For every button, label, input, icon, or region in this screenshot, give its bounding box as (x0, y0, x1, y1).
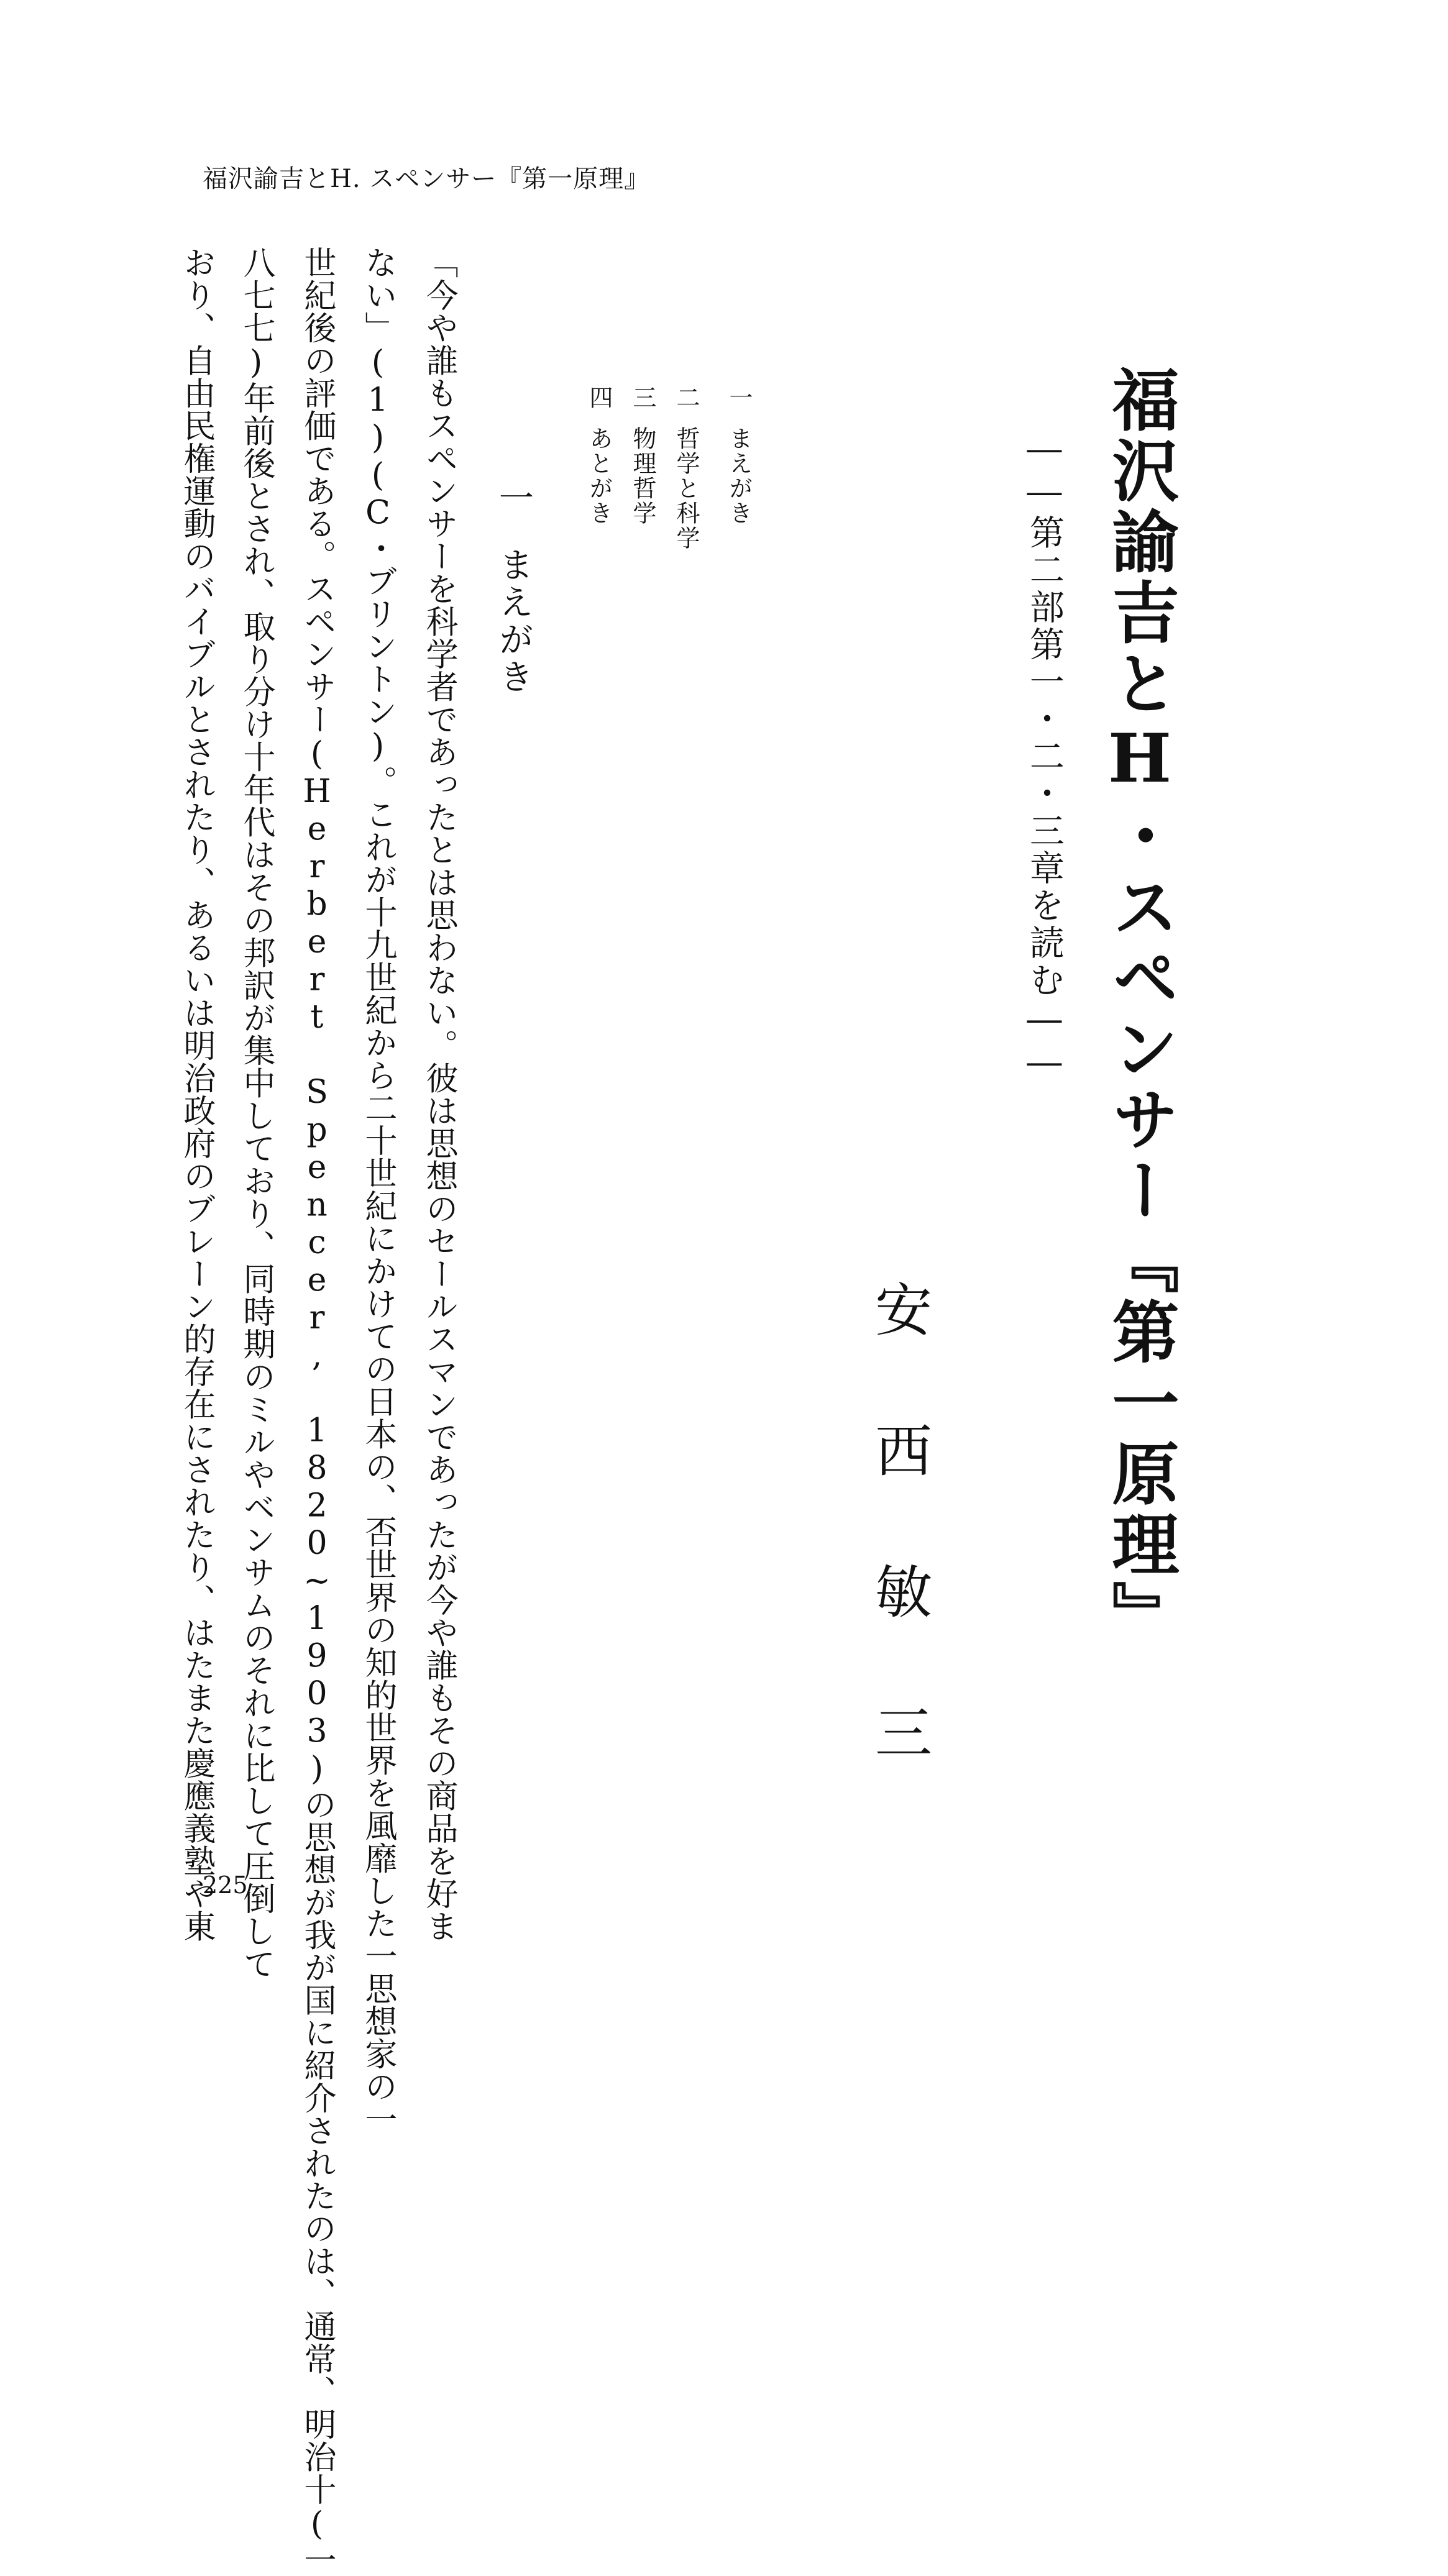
body-text-line: ない」(1)(C・ブリントン)。これが十九世紀から二十世紀にかけての日本の、否世界の知的世界を風靡した一思想家の一 (359, 246, 396, 2135)
toc-item (631, 385, 654, 526)
toc-item-label: まえがき (725, 426, 753, 526)
body-text-line: 八七七)年前後とされ、取り分け十年代はその邦訳が集中しており、同時期のミルやベンサムのそれに比して圧倒して (237, 246, 275, 1980)
running-header: 福沢諭吉とH. スペンサー『第一原理』 (203, 165, 650, 193)
article-title: 福沢諭吉とH・スペンサー『第一原理』 (1101, 365, 1179, 1651)
body-text-line: 「今や誰もスペンサーを科学者であったとは思わない。彼は思想のセールスマンであったが今や誰もその商品を好ま (420, 246, 457, 1942)
toc-item-number: 二 (672, 385, 700, 410)
author-name: 安西敏三 (866, 1280, 932, 1844)
toc-item (727, 385, 751, 526)
toc-item (674, 385, 698, 550)
toc-item-number: 一 (725, 385, 753, 410)
body-text-line: 世紀後の評価である。スペンサー(Herbert Spencer, 1820~1903)の思想が我が国に紹介されたのは、通常、明治十(一 (298, 246, 336, 2576)
page-number: 225 (203, 1871, 248, 1899)
toc-item (587, 385, 611, 526)
toc-item-number: 三 (629, 385, 656, 410)
toc-item-label: 物理哲学 (629, 426, 656, 526)
section-number: 一 (493, 480, 534, 517)
section-heading (493, 480, 534, 696)
section-title: まえがき (493, 547, 534, 696)
toc-item-number: 四 (585, 385, 613, 410)
article-subtitle: ――第二部第一・二・三章を読む―― (1024, 429, 1065, 1085)
toc-item-label: あとがき (585, 426, 613, 526)
toc-item-label: 哲学と科学 (672, 426, 700, 550)
body-text-line: おり、自由民権運動のバイブルとされたり、あるいは明治政府のブレーン的存在にされたり、はたまた慶應義塾や東 (178, 246, 215, 1942)
